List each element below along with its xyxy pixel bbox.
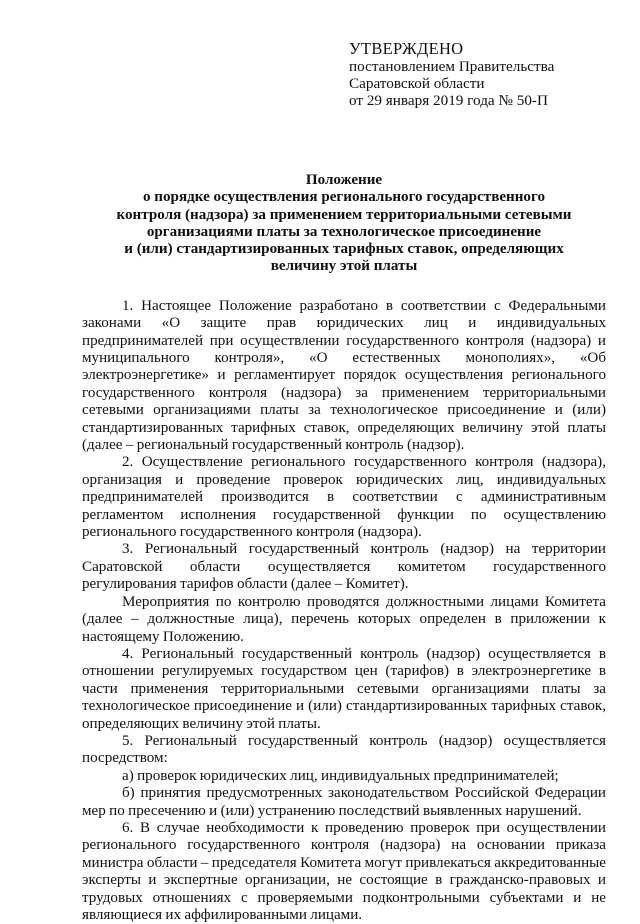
approval-stamp: УТВЕРЖДЕНО (349, 39, 464, 58)
paragraph-5-item-a: а) проверок юридических лиц, индивидуальных предпринимателей; (122, 767, 559, 784)
paragraph-4: 4. Региональный государственный контроль (надзор) осуществляется в отношении регулируемых государством цен (тарифов) в электроэнергетике в части применения территориальными сетевыми организациями платы за технологическое присоединение и (или) стандартизированных тарифных ставок, определяющих величину этой платы. (82, 645, 606, 732)
approval-block (349, 40, 606, 109)
paragraph-3-continued: Мероприятия по контролю проводятся должностными лицами Комитета (далее – должностные лица), перечень которых определен в приложении к настоящему Положению. (82, 593, 606, 645)
paragraph-2: 2. Осуществление регионального государственного контроля (надзора), организация и проведение проверок юридических лиц, индивидуальных предпринимателей производится в соответствии с административным регламентом исполнения государственной функции по осуществлению регионального государственного контроля (надзора). (82, 454, 606, 541)
paragraph-5: 5. Региональный государственный контроль (надзор) осуществляется посредством: (82, 732, 606, 767)
approval-line-3: от 29 января 2019 года № 50-П (349, 92, 548, 109)
paragraph-3: 3. Региональный государственный контроль (надзор) на территории Саратовской области осуществляется комитетом государственного регулирования тарифов области (далее – Комитет). (82, 541, 606, 593)
title-line: контроля (надзора) за применением территориальными сетевыми (116, 206, 572, 223)
paragraph-6: 6. В случае необходимости к проведению проверок при осуществлении регионального государственного контроля (надзора) на основании приказа министра области – председателя Комитета могут привлекаться аккредитованные эксперты и экспертные организации, не состоящие в гражданско-правовых и трудовых отношениях с проверяемыми подконтрольными субъектами и не являющиеся их аффилированными лицами. (82, 819, 606, 923)
title-line: и (или) стандартизированных тарифных ставок, определяющих (124, 241, 564, 258)
document-title (82, 172, 606, 276)
title-line: Положение (305, 172, 383, 188)
approval-line-2: Саратовской области (349, 75, 485, 92)
title-line: организациями платы за технологическое присоединение (146, 223, 542, 240)
document-body (82, 298, 606, 924)
paragraph-5-item-b: б) принятия предусмотренных законодательством Российской Федерации мер по пресечению и (или) устранению последствий выявленных нарушений. (82, 785, 606, 819)
title-line: о порядке осуществления регионального государственного (142, 189, 546, 206)
approval-line-1: постановлением Правительства (349, 58, 555, 75)
paragraph-1: 1. Настоящее Положение разработано в соответствии с Федеральными законами «О защите прав юридических лиц и индивидуальных предпринимателей при осуществлении государственного контроля (надзора) и муниципального контроля», «О естественных монополиях», «Об электроэнергетике» и регламентирует порядок осуществления регионального государственного контроля (надзора) за применением территориальными сетевыми организациями платы за технологическое присоединение и (или) стандартизированных тарифных ставок, определяющих величину этой платы (далее – региональный государственный контроль (надзор). (82, 297, 606, 454)
title-line: величину этой платы (270, 258, 418, 275)
